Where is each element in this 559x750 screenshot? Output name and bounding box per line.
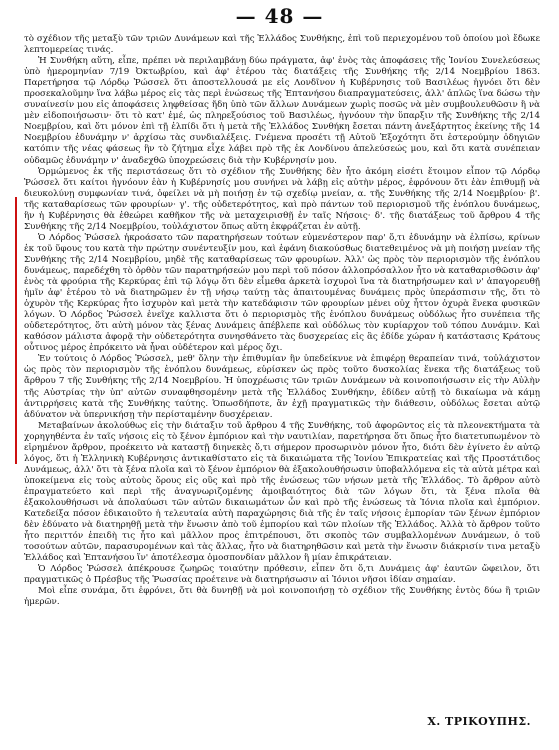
paragraph: Ἐν τούτοις ὁ Λόρδος Ῥώσσελ, μεθ' ὅλην τὴν ἐπιθυμίαν ἣν ὑπεδείκνυε νὰ ἐπιφέρῃ θεραπείαν τινά, τοὐλάχιστον ὡς πρὸς τὸν περιορισμὸν τῆς ἑνόπλου δυνάμεως, εὑρίσκεν ὡς πρὸς τοῦτο δυσκολίας ἕνεκα τῆς διατάξεως τοῦ ἄρθρου 7 τῆς Συνθήκης τῆς 2/14 Νοεμβρίου. Ἡ ὑποχρέωσις τῶν τριῶν Δυνάμεων νὰ κοινοποιήσωσιν εἰς τὴν Αὐλὴν τῆς Αὐστρίας τὴν ὑπ' αὐτῶν συναφθησομένην μετὰ τῆς Ἑλλάδος Συνθήκην, ἐδίδεν αὐτῇ τὸ δικαίωμα νὰ κάμῃ ἀντιρρήσεις κατὰ τῆς Συνθήκης ταύτης. Ὁπωσδήποτε, ἂν ἐχῇ πραγματικῶς τὴν διάθεσιν, οὐδόλως ἔσεται αὐτῷ ἀδύνατον νὰ ὑπερνικήσῃ τὴν περίσταμένην δυσχέρειαν.	[24, 354, 540, 420]
paragraph: Ὁ Λόρδος Ῥώσσελ ἠκροάσατο τῶν παρατηρήσεων τούτων εὐμενέστερον παρ' ὅ,τι ἐδυνάμην νὰ ἐλπίσω, κρίνων ἐκ τοῦ ὕφους του κατὰ τὴν πρώτην συνέντευξίν μου, καὶ ἐφάνη διακούσθως διατεθειμένος νὰ μὴ ποιήσῃ μνείαν τῆς Συνθήκης τῆς 2/14 Νοεμβρίου, μηδὲ τῆς καταθαρίσεως τῶν φρουρίων. Ἀλλ' ὡς πρὸς τὸν περιορισμὸν τῆς ἑνόπλου δυνάμεως, παρεδέχθη τὸ ὀρθὸν τῶν παρατηρήσεών μου περὶ τοῦ πόσον ἀλλοπρόσαλλον ἦτο νὰ καταθαρισθῶσιν ἀφ' ἑνὸς τὰ φρούρια τῆς Κερκύρας ἐπὶ τῷ λόγῳ ὅτι δὲν εἶμεθα ἀρκετὰ ἰσχυροὶ ἵνα τὰ διατηρήσωμεν καὶ ν' ἀπαγορευθῇ ἡμῖν ἀφ' ἑτέρου τὸ νὰ διατηρῶμεν ἐν τῇ νήσῳ ταύτῃ τὰς ἀπαιτουμένας δυνάμεις πρὸς ὑπεράσπισιν τῆς, ὅτι τὸ ὁχυρὸν τῆς Κερκύρας ἦτο ἰσχυρὸν καὶ μετὰ τὴν κατεδάφισιν τῶν φρουρίων μένει οὐχ ἧττον ὀχυρὰ ἕνεκα φυσικῶν λόγων. Ὁ Λόρδος Ῥώσσελ ἐνεῖχε καλλιστα ὅτι ὁ περιορισμὸς τῆς ἑνόπλου δυνάμεως οὐδόλως ἦτο συνέπεια τῆς οὐδετερότητος, ὅτι αὐτὴ μόνον τὰς ξένας Δυνάμεις ἀπέβλεπε καὶ οὐδόλως τὸν κυρίαρχον τοῦ τόπου Δυνάμιν. Καὶ καθόσον μάλιστα ἀφορᾷ τὴν οὐδετερότητα συνησθάνετο τὰς δυσχερείας εἰς ἃς ἐδίδε χώραν ἡ κατάστασις Κράτους οὗτινος μέρος ἐπρόκειτο νὰ ἦναι οὐδέτερον καὶ μέρος ὄχι.	[24, 232, 540, 354]
paragraph: Ὁ Λόρδος Ῥώσσελ ἀπέκρουσε ζωηρῶς τοιαύτην πρόθεσιν, εἶπεν ὅτι ὅ,τι Δυνάμεις ἀφ' ἑαυτῶν ὤφειλον, ὅτι πραγματικῶς ὁ Πρέσβυς τῆς Ῥωσσίας προέτεινε νὰ διατηρήσωσιν αἱ Ἰόνιοι νῆσοι ἰδίαν σημαίαν.	[24, 564, 540, 586]
paragraph: τὸ σχέδιον τῆς μεταξὺ τῶν τριῶν Δυνάμεων καὶ τῆς Ἑλλάδος Συνθήκης, ἐπὶ τοῦ περιεχομένου τοῦ ὁποίου μοὶ ἔδωκε λεπτομερείας τινάς.	[24, 34, 540, 56]
paragraph: Ἡ Συνθήκη αὕτη, εἶπε, πρέπει νὰ περιλαμβάνῃ δύω πράγματα, ἀφ' ἑνὸς τὰς ἀποφάσεις τῆς Ἰονίου Συνελεύσεως ὑπὸ ἡμερομηνίαν 7/19 Ὀκτωβρίου, καὶ ἀφ' ἑτέρου τὰς διατάξεις τῆς Συνθήκης τῆς 2/14 Νοεμβρίου 1863. Παρετήρησα τῷ Λόρδῳ Ῥώσσελ ὅτι ἀποστελλουσά με εἰς Λονδῖνον ἡ Κυβέρνησις τοῦ Βασιλέως ἠγνόει ὅτι δὲν προσεκαλοῦμην ἵνα λάβω μέρος εἰς τὰς περὶ ἑνώσεως τῆς Ἑπτανήσου διαπραγματεύσεις, ἀλλ' ἁπλῶς ἵνα δώσω τὴν συναίνεσίν μου εἰς ἀποφάσεις ληφθείσας ἤδη ὑπὸ τῶν ἄλλων Δυνάμεων χωρὶς ποσῶς νὰ μὲν συμβουλευθῶσιν ἢ νὰ μὲν εἰδοποιήσωσιν· ὅτι τὸ κατ' ἐμέ, ὡς πληρεξούσιος τοῦ Βασιλέως, ἠγνόουν τὴν ὕπαρξιν τῆς Συνθήκης τῆς 2/14 Νοεμβρίου, καὶ ὅτι μόνον ἐπὶ τῇ ἐλπίδι ὅτι ἡ μετὰ τῆς Ἑλλάδος Συνθήκη ἔσεται πάντη ἀνεξάρτητος ἐκείνης τῆς 14 Νοεμβρίου ἐδυνάμην ν' ἀρχίσω τὰς συνδιαλέξεις. Γνέμενα προσέτι τῇ Αὐτοῦ Ἐξοχότητι ὅτι ἐστερούμην ὁδηγιῶν κατόπιν τῆς νέας φάσεως ἣν τὸ ζήτημα εἶχε λάβει πρὸ τῆς ἐκ Λονδίνου ἀπελεύσεώς μου, καὶ ὅτι κατὰ συνέπειαν οὐδαμῶς ἐδυνάμην ν' ἀναδεχθῶ ὑποχρεώσεις διὰ τὴν Κυβέρνησίν μου.	[24, 56, 540, 166]
page-number: — 48 —	[235, 4, 324, 28]
margin-highlight-bar	[15, 197, 17, 464]
signature: Χ. ΤΡΙΚΟΥΠΗΣ.	[427, 715, 531, 728]
paragraph: Ὁρμώμενος ἐκ τῆς περιστάσεως ὅτι τὸ σχέδιον τῆς Συνθήκης δὲν ἦτο ἀκόμη εἰσέτι ἕτοιμον εἶπον τῷ Λόρδῳ Ῥώσσελ ὅτι καίτοι ἠγνόουν ἐὰν ἡ Κυβέρνησίς μου συνήνει νὰ λάβῃ εἰς αὐτὴν μέρος, ἐφρόνουν ὅτι ἐὰν ἐπιθυμῇ νὰ διευκολύνῃ συμφωνίαν τινά, ὀφείλει νὰ μὴ ποιήσῃ ἐν τῷ σχεδίῳ μνείαν, α. τῆς Συνθήκης τῆς 2/14 Νοεμβρίου· β'. τῆς καταθαρίσεως τῶν φρουρίων· γ'. τῆς οὐδετερότητος, καὶ πρὸ πάντων τοῦ περιορισμοῦ τῆς ἑνόπλου δυνάμεως, ἣν ἡ Κυβέρνησις θὰ ἐθεώρει καθῆκον τῆς νὰ μεταχειρισθῇ ἐν ταῖς Νήσοις· δ'. τῆς διατάξεως τοῦ ἄρθρου 4 τῆς Συνθήκης τῆς 2/14 Νοεμβρίου, τοὐλάχιστον ὅπως αὕτη ἐκφράζεται ἐν αὐτῇ.	[24, 166, 540, 232]
paragraph: Μεταβαίνων ἀκολούθως εἰς τὴν διάταξιν τοῦ ἄρθρου 4 τῆς Συνθήκης, τοῦ ἀφορῶντος εἰς τὰ πλεονεκτήματα τὰ χορηγηθέντα ἐν ταῖς νήσοις εἰς τὸ ξένον ἐμπόριον καὶ τὴν ναυτιλίαν, παρετήρησα ὅτι ὅπως ἦτο διατετυπωμένον τὸ εἰρημένον ἄρθρον, προέκειτο νὰ καταστῇ διηνεκὲς ὅ,τι σήμερον προσωρινὸν μόνον ἦτο, διότι δὲν ἐγίνετο ἐν αὐτῷ λόγος, ὅτι ἡ Ἑλληνικὴ Κυβέρνησις ἀντικαθίστατο εἰς τὰ δικαιώματα τῆς Ἰονίου Ἐπικρατείας καὶ τῆς Προστάτιδος Δυνάμεως, ἀλλ' ὅτι τὰ ξένα πλοῖα καὶ τὸ ξένον ἐμπόριον θὰ ἐξακολουθήσωσιν ὑποβαλλόμενα εἰς τὰ αὐτὰ μέτρα καὶ ὑποκείμενα εἰς τοὺς αὐτοὺς ὅρους εἰς οὓς καὶ πρὸ τῆς ἑνώσεως τῶν νήσων μετὰ τῆς Ἑλλάδος. Τὸ ἄρθρον αὐτὸ ἐπραγματεύετο καὶ περὶ τῆς ἀναγνωριζομένης ἀμοιβαιότητος διὰ τῶν λόγων ὅτι, τὰ ξένα πλοῖα θὰ ἐξακολουθήσωσι νὰ ἀπολαύωσι τῶν αὐτῶν δικαιωμάτων ὧν καὶ πρὸ τῆς ἑνώσεως τὰ Ἰόνια πλοῖα καὶ ἐμπόριον. Κατεδείξα πόσον ἐδικαιοῦτο ἡ τελευταία αὐτὴ παραχώρησις διὰ τῆς ἐν ταῖς νήσοις ἐμπορίαν τῶν ξένων ἐμπόριον δὲν ἐδύνατο νὰ διατηρηθῇ μετὰ τὴν ἕνωσιν ἀπὸ τοῦ ἐμπορίου καὶ τῶν πλοίων τῆς Ἑλλάδος. Ἀλλὰ τὸ ἄρθρον τοῦτο ἦτο περιττόν ἐπειδὴ τις ἦτο καὶ μᾶλλον προς ἐπιτρέπουσι, ὅτι σκοπὸς τῶν συμβαλλομένων Δυνάμεων, ὁ τοῦ τοσούτων αὐτῶν, παρασυρομένων καὶ τὰς ἄλλας, ἦτο νὰ διατηρηθῶσιν καὶ μετὰ τὴν ἕνωσιν διάκρισίν τινα μεταξὺ Ἑλλάδος καὶ Ἑπτανήσου ἵν' ἀποτέλεσμα ὁμοσπονδίαν μᾶλλον ἢ μίαν ἐπικράτειαν.	[24, 420, 540, 564]
paragraph: Μοὶ εἶπε συνάμα, ὅτι ἐφρόνει, ὅτι θὰ δυνηθῇ νὰ μοὶ κοινοποιήσῃ τὸ σχέδιον τῆς Συνθήκης ἐντὸς δύω ἢ τριῶν ἡμερῶν.	[24, 586, 540, 608]
body-text	[24, 34, 540, 608]
